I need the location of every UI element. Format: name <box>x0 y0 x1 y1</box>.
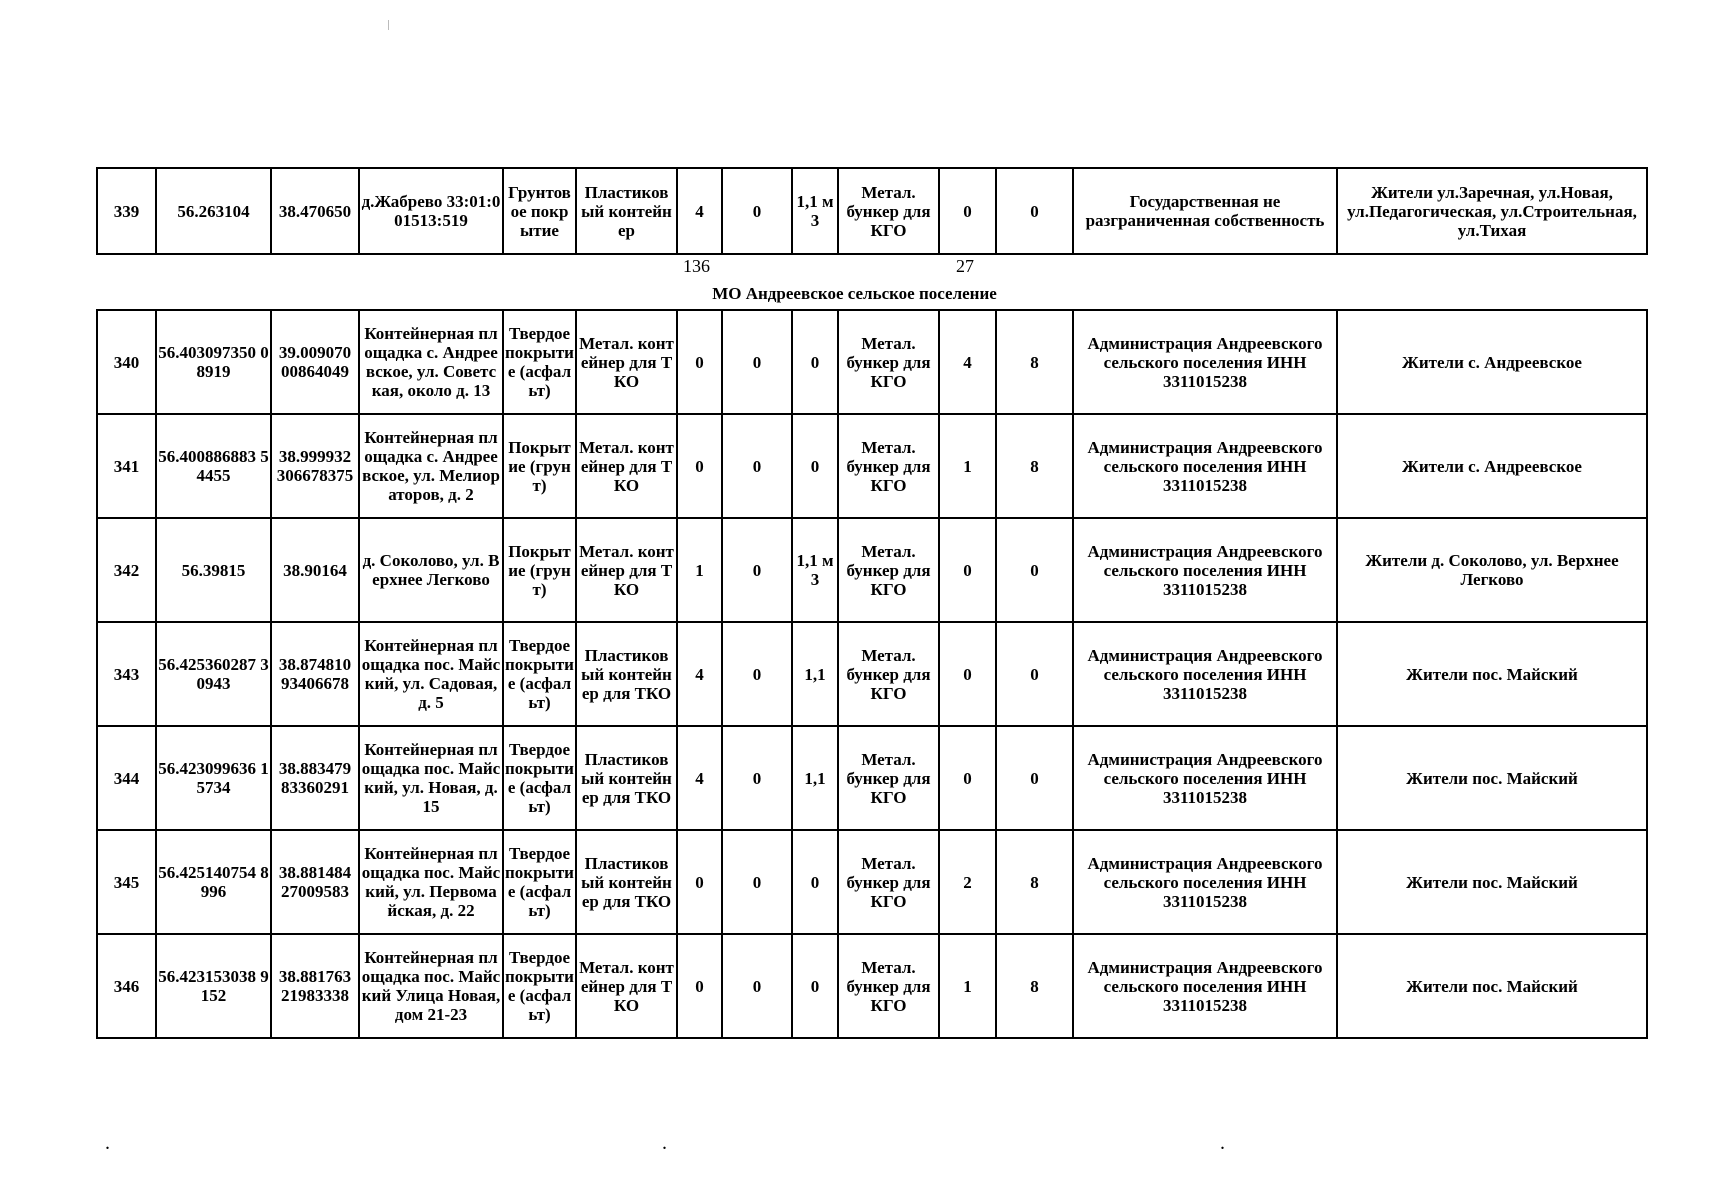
surface-type: Покрытие (грунт) <box>503 414 576 518</box>
users: Жители с. Андреевское <box>1337 310 1647 414</box>
address: д. Соколово, ул. Верхнее Легково <box>359 518 503 622</box>
container-volume: 0 <box>792 310 838 414</box>
latitude: 56.403097350 08919 <box>156 310 271 414</box>
bunker-volume: 8 <box>996 414 1073 518</box>
container-count: 4 <box>677 726 722 830</box>
sites-table <box>96 309 1648 1039</box>
bunker-type: Метал. бункер для КГО <box>838 168 939 254</box>
row-number: 340 <box>97 310 156 414</box>
bunker-count: 4 <box>939 310 996 414</box>
planned-count: 0 <box>722 726 792 830</box>
bunker-volume: 8 <box>996 310 1073 414</box>
bunker-count: 0 <box>939 726 996 830</box>
scan-mark <box>388 20 389 30</box>
planned-count: 0 <box>722 168 792 254</box>
surface-type: Твердое покрытие (асфальт) <box>503 830 576 934</box>
surface-type: Покрытие (грунт) <box>503 518 576 622</box>
bunker-count: 0 <box>939 518 996 622</box>
latitude: 56.425360287 30943 <box>156 622 271 726</box>
row-number: 345 <box>97 830 156 934</box>
container-count: 0 <box>677 830 722 934</box>
table-row <box>97 518 1647 622</box>
bunker-type: Метал. бункер для КГО <box>838 414 939 518</box>
container-volume: 1,1 м3 <box>792 518 838 622</box>
table-row <box>97 414 1647 518</box>
planned-count: 0 <box>722 830 792 934</box>
table-row <box>97 622 1647 726</box>
container-volume: 0 <box>792 830 838 934</box>
row-number: 346 <box>97 934 156 1038</box>
row-number: 344 <box>97 726 156 830</box>
latitude: 56.400886883 54455 <box>156 414 271 518</box>
owner: Администрация Андреевского сельского поселения ИНН 3311015238 <box>1073 726 1337 830</box>
container-count: 1 <box>677 518 722 622</box>
container-count: 0 <box>677 310 722 414</box>
bunker-type: Метал. бункер для КГО <box>838 934 939 1038</box>
latitude: 56.423153038 9152 <box>156 934 271 1038</box>
users: Жители с. Андреевское <box>1337 414 1647 518</box>
longitude: 38.470650 <box>271 168 359 254</box>
container-volume: 1,1 м3 <box>792 168 838 254</box>
container-type: Пластиковый контейнер <box>576 168 677 254</box>
owner: Государственная не разграниченная собственность <box>1073 168 1337 254</box>
bunker-type: Метал. бункер для КГО <box>838 310 939 414</box>
owner: Администрация Андреевского сельского поселения ИНН 3311015238 <box>1073 622 1337 726</box>
table-row <box>97 830 1647 934</box>
footer-dot: . <box>662 1132 667 1154</box>
latitude: 56.39815 <box>156 518 271 622</box>
users: Жители пос. Майский <box>1337 726 1647 830</box>
previous-section-table <box>96 167 1648 255</box>
bunker-count: 2 <box>939 830 996 934</box>
latitude: 56.263104 <box>156 168 271 254</box>
footer-dot: . <box>105 1132 110 1154</box>
surface-type: Твердое покрытие (асфальт) <box>503 726 576 830</box>
owner: Администрация Андреевского сельского поселения ИНН 3311015238 <box>1073 830 1337 934</box>
container-count: 4 <box>677 622 722 726</box>
owner: Администрация Андреевского сельского поселения ИНН 3311015238 <box>1073 414 1337 518</box>
users: Жители пос. Майский <box>1337 934 1647 1038</box>
container-count: 0 <box>677 934 722 1038</box>
surface-type: Твердое покрытие (асфальт) <box>503 934 576 1038</box>
owner: Администрация Андреевского сельского поселения ИНН 3311015238 <box>1073 934 1337 1038</box>
users: Жители пос. Майский <box>1337 622 1647 726</box>
address: Контейнерная площадка пос. Майский Улица Новая, дом 21-23 <box>359 934 503 1038</box>
longitude: 38.874810 93406678 <box>271 622 359 726</box>
users: Жители д. Соколово, ул. Верхнее Легково <box>1337 518 1647 622</box>
owner: Администрация Андреевского сельского поселения ИНН 3311015238 <box>1073 518 1337 622</box>
container-type: Пластиковый контейнер для ТКО <box>576 726 677 830</box>
row-number: 341 <box>97 414 156 518</box>
table-row <box>97 310 1647 414</box>
latitude: 56.423099636 15734 <box>156 726 271 830</box>
planned-count: 0 <box>722 518 792 622</box>
bunker-volume: 0 <box>996 518 1073 622</box>
table-row <box>97 934 1647 1038</box>
bunker-count: 1 <box>939 934 996 1038</box>
container-volume: 1,1 <box>792 622 838 726</box>
bunker-type: Метал. бункер для КГО <box>838 518 939 622</box>
bunker-count: 0 <box>939 168 996 254</box>
bunker-volume: 0 <box>996 726 1073 830</box>
bunker-volume: 8 <box>996 830 1073 934</box>
bunker-count: 1 <box>939 414 996 518</box>
address: Контейнерная площадка с. Андреевское, ул. Мелиораторов, д. 2 <box>359 414 503 518</box>
longitude: 38.90164 <box>271 518 359 622</box>
container-type: Пластиковый контейнер для ТКО <box>576 622 677 726</box>
table-row <box>97 726 1647 830</box>
longitude: 39.009070 00864049 <box>271 310 359 414</box>
row-number: 339 <box>97 168 156 254</box>
longitude: 38.881763 21983338 <box>271 934 359 1038</box>
container-type: Метал. контейнер для ТКО <box>576 934 677 1038</box>
planned-count: 0 <box>722 414 792 518</box>
latitude: 56.425140754 8996 <box>156 830 271 934</box>
longitude: 38.881484 27009583 <box>271 830 359 934</box>
users: Жители пос. Майский <box>1337 830 1647 934</box>
container-type: Метал. контейнер для ТКО <box>576 310 677 414</box>
planned-count: 0 <box>722 934 792 1038</box>
bunker-volume: 0 <box>996 622 1073 726</box>
owner: Администрация Андреевского сельского поселения ИНН 3311015238 <box>1073 310 1337 414</box>
planned-count: 0 <box>722 310 792 414</box>
surface-type: Твердое покрытие (асфальт) <box>503 622 576 726</box>
container-count: 4 <box>677 168 722 254</box>
bunker-count: 0 <box>939 622 996 726</box>
bunker-type: Метал. бункер для КГО <box>838 830 939 934</box>
bunker-volume: 8 <box>996 934 1073 1038</box>
container-type: Метал. контейнер для ТКО <box>576 414 677 518</box>
users: Жители ул.Заречная, ул.Новая, ул.Педагогическая, ул.Строительная, ул.Тихая <box>1337 168 1647 254</box>
table-row <box>97 168 1647 254</box>
total-containers: 136 <box>683 256 710 276</box>
address: д.Жабрево 33:01:001513:519 <box>359 168 503 254</box>
bunker-type: Метал. бункер для КГО <box>838 726 939 830</box>
container-type: Метал. контейнер для ТКО <box>576 518 677 622</box>
address: Контейнерная площадка пос. Майский, ул. Садовая, д. 5 <box>359 622 503 726</box>
address: Контейнерная площадка пос. Майский, ул. Первомайская, д. 22 <box>359 830 503 934</box>
bunker-volume: 0 <box>996 168 1073 254</box>
container-count: 0 <box>677 414 722 518</box>
footer-dot: . <box>1220 1132 1225 1154</box>
container-volume: 0 <box>792 414 838 518</box>
section-title: МО Андреевское сельское поселение <box>712 284 997 303</box>
surface-type: Твердое покрытие (асфальт) <box>503 310 576 414</box>
total-bunkers: 27 <box>956 256 974 276</box>
surface-type: Грунтовое покрытие <box>503 168 576 254</box>
container-volume: 0 <box>792 934 838 1038</box>
container-volume: 1,1 <box>792 726 838 830</box>
address: Контейнерная площадка пос. Майский, ул. Новая, д. 15 <box>359 726 503 830</box>
longitude: 38.883479 83360291 <box>271 726 359 830</box>
row-number: 343 <box>97 622 156 726</box>
planned-count: 0 <box>722 622 792 726</box>
row-number: 342 <box>97 518 156 622</box>
address: Контейнерная площадка с. Андреевское, ул. Советская, около д. 13 <box>359 310 503 414</box>
bunker-type: Метал. бункер для КГО <box>838 622 939 726</box>
container-type: Пластиковый контейнер для ТКО <box>576 830 677 934</box>
longitude: 38.999932 306678375 <box>271 414 359 518</box>
